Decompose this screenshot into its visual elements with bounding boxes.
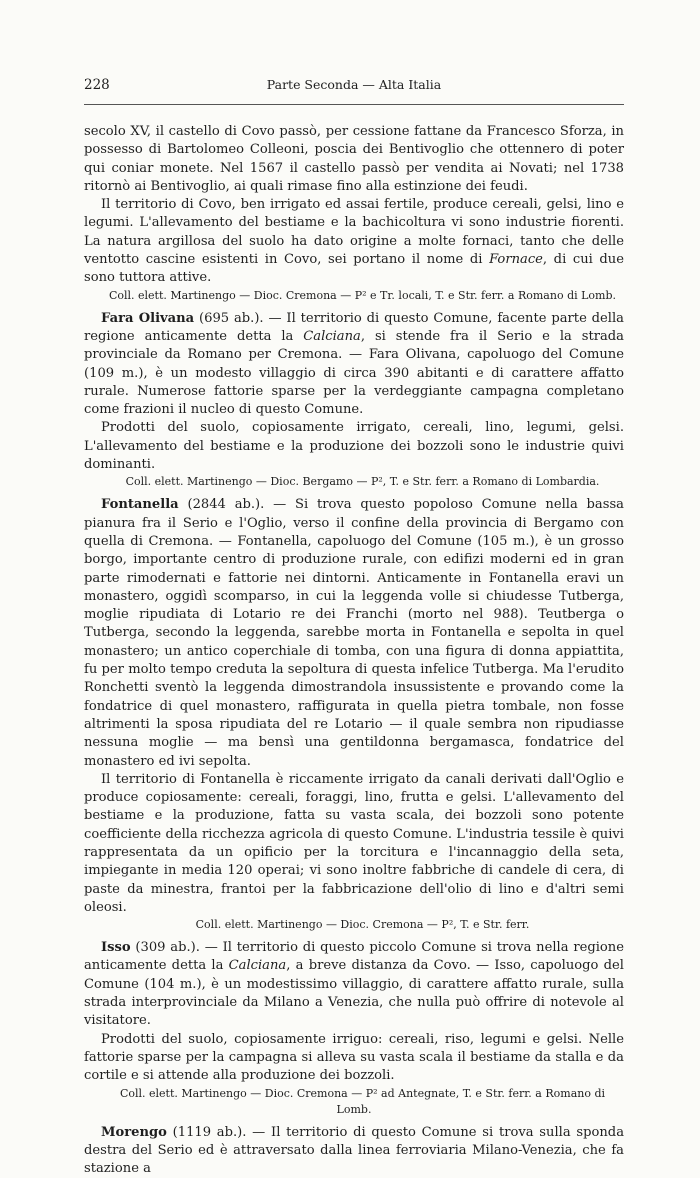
page-body bbox=[84, 123, 624, 1178]
fontanella-collegio-note: Coll. elett. Martinengo — Dioc. Cremona — P², T. e Str. ferr. bbox=[195, 918, 530, 932]
isso-collegio-note: Coll. elett. Martinengo — Dioc. Cremona — P² ad Antegnate, T. e Str. ferr. a Romano di Lomb. bbox=[119, 1086, 606, 1116]
header-rule bbox=[84, 104, 624, 105]
fontanella-paragraph-2: Il territorio di Fontanella è riccamente irrigato da canali derivati dall'Oglio e produce copiosamente: cereali, foraggi, lino, frutta e gelsi. L'allevamento del bestiame e la produzione, fatta su vasta scala, dei bozzoli sono potente coefficiente della ricchezza agricola di questo Comune. L'industria tessile è quivi rappresentata da un opificio per la torcitura e l'incannaggio della seta, impiegante in media 120 operai; vi sono inoltre fabbriche di candele di cera, di paste da minestra, frantoi per la fabbricazione dell'olio di lino e d'altri semi oleosi. bbox=[84, 771, 624, 915]
isso-entry: Isso (309 ab.). — Il territorio di questo piccolo Comune si trova nella regione anticamente detta la Calciana, a breve distanza da Covo. — Isso, capoluogo del Comune (104 m.), è un modestissimo villaggio, di carattere affatto rurale, sulla strada interprovinciale da Milano a Venezia, che nulla può offrire di notevole al visitatore. bbox=[84, 940, 624, 1029]
fontanella-entry: Fontanella (2844 ab.). — Si trova questo popoloso Comune nella bassa pianura fra il Serio e l'Oglio, verso il confine della provincia di Bergamo con quella di Cremona. — Fontanella, capoluogo del Comune (105 m.), è un grosso borgo, importante centro di produzione rurale, con edifizi moderni ed in gran parte rimodernati e fattorie nei dintorni. Anticamente in Fontanella eravi un monastero, oggidì scomparso, in cui la leggenda volle si chiudesse Tutberga, moglie ripudiata di Lotario re dei Franchi (morto nel 988). Teutberga o Tutberga, secondo la leggenda, sarebbe morta in Fontanella e sepolta in quel monastero; un antico coperchiale di tomba, con una figura di donna appiattita, fu per molto tempo creduta la sepoltura di questa infelice Tutberga. Ma l'erudito Ronchetti sventò la leggenda dimostrandola insussistente e provando come la fondatrice di quel monastero, raffigurata in quella pietra tombale, non fosse altrimenti la sposa ripudiata del re Lotario — il quale sembra non ripudiasse nessuna moglie — ma bensì una gentildonna bergamasca, fondatrice del monastero ed ivi sepolta. bbox=[84, 497, 624, 769]
running-title: Parte Seconda — Alta Italia bbox=[266, 77, 442, 92]
entry-name: Morengo bbox=[101, 1124, 167, 1140]
page-header bbox=[84, 76, 624, 94]
covo-paragraph-1: secolo XV, il castello di Covo passò, per cessione fattane da Francesco Sforza, in possesso di Bartolomeo Colleoni, poscia dei Bentivoglio che ottennero di poter qui coniar monete. Nel 1567 il castello passò per vendita ai Novati; nel 1738 ritornò ai Bentivoglio, ai quali rimase fino alla estinzione dei feudi. bbox=[84, 124, 624, 194]
morengo-entry: Morengo (1119 ab.). — Il territorio di questo Comune si trova sulla sponda destra del Serio ed è attraversato dalla linea ferroviaria Milano-Venezia, che fa stazione a bbox=[84, 1124, 624, 1177]
covo-collegio-note: Coll. elett. Martinengo — Dioc. Cremona — P² e Tr. locali, T. e Str. ferr. a Romano di Lomb. bbox=[108, 288, 617, 302]
entry-name: Fontanella bbox=[101, 497, 179, 513]
fornace-term: Fornace bbox=[489, 252, 543, 268]
fara-olivana-collegio-note: Coll. elett. Martinengo — Dioc. Bergamo — P², T. e Str. ferr. a Romano di Lombardia. bbox=[125, 475, 600, 489]
isso-paragraph-2: Prodotti del suolo, copiosamente irriguo: cereali, riso, legumi e gelsi. Nelle fattorie sparse per la campagna si alleva su vasta scala il bestiame da stalla e da cortile e si attende alla produzione dei bozzoli. bbox=[84, 1031, 624, 1084]
fara-olivana-entry: Fara Olivana (695 ab.). — Il territorio di questo Comune, facente parte della regione anticamente detta la Calciana, si stende fra il Serio e la strada provinciale da Romano per Cremona. — Fara Olivana, capoluogo del Comune (109 m.), è un modesto villaggio di circa 390 abitanti e di carattere affatto rurale. Numerose fattorie sparse per la verdeggiante campagna completano come frazioni il nucleo di questo Comune. bbox=[84, 310, 624, 418]
entry-name: Fara Olivana bbox=[101, 310, 195, 326]
entry-name: Isso bbox=[101, 940, 131, 956]
page-number: 228 bbox=[84, 77, 110, 93]
covo-paragraph-2: Il territorio di Covo, ben irrigato ed assai fertile, produce cereali, gelsi, lino e legumi. L'allevamento del bestiame e la bachicoltura vi sono industrie fiorenti. La natura argillosa del suolo ha dato origine a molte fornaci, tanto che delle ventotto cascine esistenti in Covo, sei portano il nome di Fornace, di cui due sono tuttora attive. bbox=[84, 197, 624, 286]
fara-olivana-paragraph-2: Prodotti del suolo, copiosamente irrigato, cereali, lino, legumi, gelsi. L'allevamento del bestiame e la produzione dei bozzoli sono le industrie quivi dominanti. bbox=[84, 420, 624, 473]
